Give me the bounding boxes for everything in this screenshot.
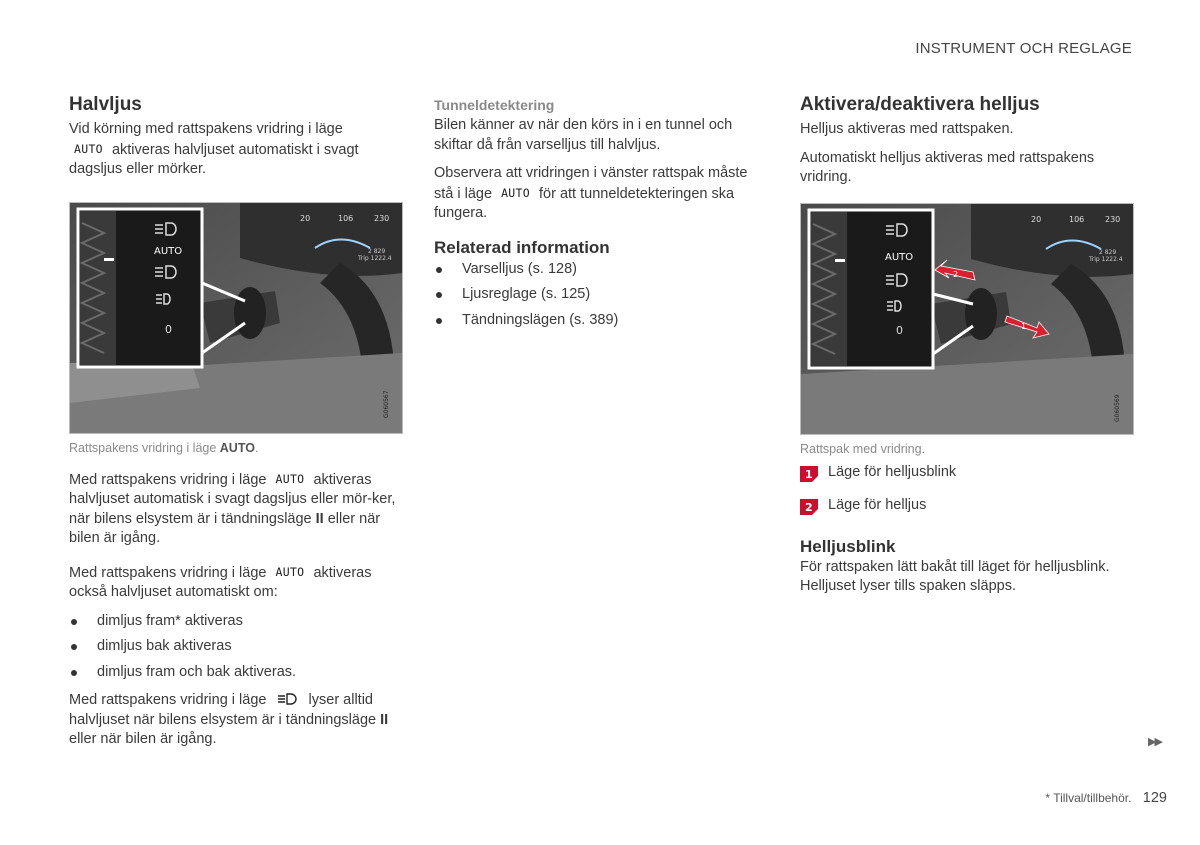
figure-id: G060569 <box>1114 393 1121 422</box>
related-link[interactable]: Ljusreglage (s. 125) <box>434 285 764 305</box>
figure-caption: Rattspakens vridring i läge AUTO. <box>69 440 259 455</box>
svg-text:Trip 1222.4: Trip 1222.4 <box>1089 255 1123 263</box>
callout-item-1: 1 Läge för helljusblink <box>800 463 1134 483</box>
left-column <box>69 92 403 750</box>
figure-stalk-highbeam <box>800 203 1134 435</box>
low-beam-icon <box>271 691 305 707</box>
helljusblink-paragraph: För rattspaken lätt bakåt till läget för helljusblink. Helljuset lyser tills spaken släpps. <box>800 558 1110 594</box>
heading-related-info: Relaterad information <box>434 237 610 257</box>
svg-text:230: 230 <box>374 213 390 223</box>
paragraph-lowbeam: Med rattspakens vridring i läge lyser alltid halvljuset när bilens elsystem är i tändningsläge II eller när bilen är igång. <box>69 692 389 747</box>
svg-text:2: 2 <box>805 501 813 514</box>
paragraph-auto-1: Med rattspakens vridring i läge AUTO aktiveras halvljuset automatisk i svagt dagsljus eller mör-ker, när bilens elsystem är i tändningsläge II eller när bilen är igång. <box>69 471 396 546</box>
right-column <box>800 92 1134 597</box>
paragraph-auto-2: Med rattspakens vridring i läge AUTO aktiveras också halvljuset automatiskt om: <box>69 564 372 600</box>
section-header: INSTRUMENT OCH REGLAGE <box>915 40 1132 57</box>
svg-text:230: 230 <box>1105 214 1121 224</box>
svg-text:106: 106 <box>338 213 354 223</box>
page-number: 129 <box>1142 790 1167 806</box>
auto-symbol: AUTO <box>74 141 103 156</box>
svg-text:AUTO: AUTO <box>885 251 914 263</box>
figure-caption: Rattspak med vridring. <box>800 441 926 456</box>
figure-stalk-auto <box>69 202 403 434</box>
heading-helljus: Aktivera/deaktivera helljus <box>800 94 1040 115</box>
tunnel-paragraph-2: Observera att vridringen i vänster rattspak måste stå i läge AUTO för att tunneldetekteringen ska fungera. <box>434 165 748 221</box>
svg-text:2 829: 2 829 <box>368 247 386 255</box>
auto-symbol: AUTO <box>501 185 530 200</box>
callout-badge-2 <box>800 499 818 515</box>
list-item: dimljus bak aktiveras <box>69 637 403 657</box>
svg-text:AUTO: AUTO <box>154 245 183 257</box>
heading-helljusblink: Helljusblink <box>800 536 896 556</box>
continue-arrows-icon: ▶▶ <box>1148 736 1161 748</box>
svg-text:2 829: 2 829 <box>1099 248 1117 256</box>
heading-tunneldetektering: Tunneldetektering <box>434 97 555 113</box>
helljus-paragraph-2: Automatiskt helljus aktiveras med rattspakens vridring. <box>800 149 1095 185</box>
callout-item-2: 2 Läge för helljus <box>800 496 1134 516</box>
svg-text:Trip 1222.4: Trip 1222.4 <box>358 254 392 262</box>
related-link[interactable]: Tändningslägen (s. 389) <box>434 311 764 331</box>
svg-text:20: 20 <box>1031 214 1042 224</box>
auto-symbol: AUTO <box>275 564 305 579</box>
intro-paragraph: Vid körning med rattspakens vridring i läge AUTO aktiveras halvljuset automatiskt i svagt dagsljus eller mörker. <box>69 121 359 177</box>
svg-text:0: 0 <box>896 323 903 337</box>
list-item: dimljus fram* aktiveras <box>69 612 403 632</box>
footnote: * Tillval/tillbehör. <box>1045 791 1132 805</box>
svg-text:20: 20 <box>300 213 311 223</box>
svg-text:0: 0 <box>165 322 172 336</box>
auto-symbol: AUTO <box>275 471 305 486</box>
svg-text:2: 2 <box>953 269 959 279</box>
svg-text:106: 106 <box>1069 214 1085 224</box>
svg-text:1: 1 <box>805 467 813 481</box>
conditions-list <box>69 612 403 683</box>
stalk-illustration <box>70 203 402 433</box>
figure-id: G060567 <box>383 389 390 418</box>
stalk-illustration <box>801 204 1133 434</box>
page-footer <box>1000 790 1167 806</box>
heading-halvljus: Halvljus <box>69 94 142 115</box>
helljus-paragraph-1: Helljus aktiveras med rattspaken. <box>800 121 1014 137</box>
related-link[interactable]: Varselljus (s. 128) <box>434 260 764 280</box>
related-links <box>434 260 764 331</box>
list-item: dimljus fram och bak aktiveras. <box>69 663 403 683</box>
svg-text:1: 1 <box>1021 321 1027 331</box>
middle-column <box>434 96 764 336</box>
tunnel-paragraph-1: Bilen känner av när den körs in i en tunnel och skiftar då från varselljus till halvljus. <box>434 117 733 153</box>
callout-badge-1 <box>800 466 818 482</box>
